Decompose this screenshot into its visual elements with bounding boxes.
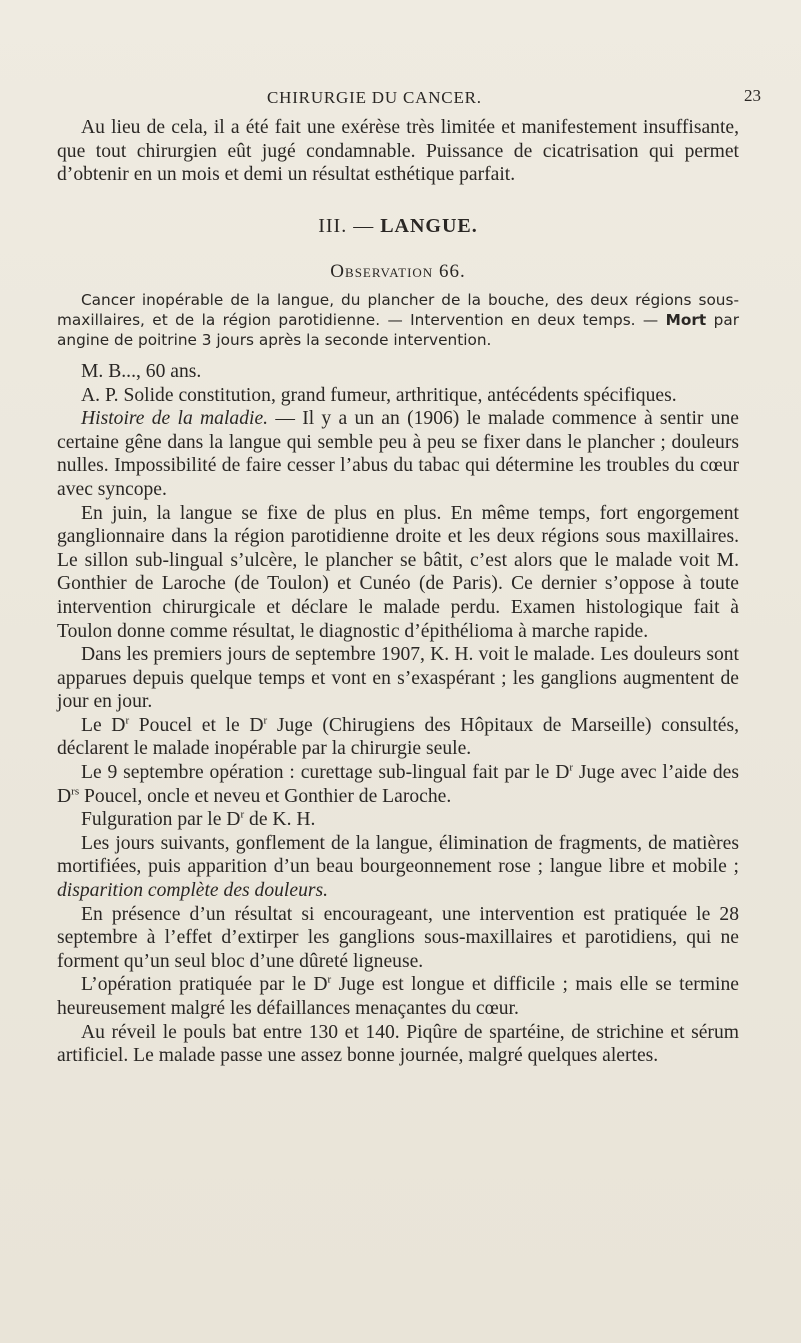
fulguration-paragraph (57, 808, 739, 832)
awakening-paragraph: Au réveil le pouls bat entre 130 et 140. Piqûre de spartéine, de strichine et sérum artificiel. Le malade passe une assez bonne journée, malgré quelques alertes. (57, 1021, 739, 1067)
summary-end: par angine de poitrine 3 jours après la seconde intervention. (57, 310, 739, 349)
summary-death-word: Mort (665, 310, 707, 329)
section-number: III. — (318, 214, 381, 237)
second-operation-text-b: Juge est longue et difficile ; mais elle se termine heureusement malgré les défaillances menaçantes du cœur. (57, 974, 739, 1019)
following-days-italic: disparition complète des douleurs. (57, 880, 329, 902)
running-title: CHIRURGIE DU CANCER. (267, 88, 482, 107)
second-operation-paragraph (57, 973, 739, 1020)
page-body (57, 116, 739, 1068)
consult-text-b: Poucel et le D (129, 714, 264, 736)
presence-paragraph: En présence d’un résultat si encourageant, une intervention est pratiquée le 28 septembre à l’effet d’extirper les ganglions sous-maxillaires et parotidiens, qui ne forment qu’un seul bloc d’une dûreté ligneuse. (57, 903, 739, 972)
consult-text-c: Juge (Chirugiens des Hôpitaux de Marseille) consultés, déclarent le malade inopérable par la chirurgie seule. (57, 714, 740, 760)
following-days-text: Les jours suivants, gonflement de la langue, élimination de fragments, de matières mortifiées, puis apparition d’un beau bourgeonnement rose ; langue libre et mobile ; (57, 832, 739, 878)
consult-text-a: Le D (81, 714, 126, 736)
fulguration-sup-1: r (240, 808, 245, 821)
antecedents-paragraph: A. P. Solide constitution, grand fumeur, arthritique, antécédents spécifiques. (81, 384, 677, 406)
operation-sup-1: r (569, 761, 574, 774)
history-text: — Il y a un an (1906) le malade commence à sentir une certaine gêne dans la langue qui semble peu à peu se fixer dans le plancher ; douleurs nulles. Impossibilité de faire cesser l’abus du tabac qui détermine les troubles du cœur avec syncope. (57, 408, 740, 500)
observation-title: Observation 66. (330, 261, 466, 283)
observation-summary (57, 290, 739, 350)
history-label: Histoire de la maladie. (81, 408, 269, 430)
operation-text-c: Poucel, oncle et neveu et Gonthier de Laroche. (79, 785, 452, 807)
second-operation-text-a: L’opération pratiquée par le D (81, 974, 328, 996)
summary-main: Cancer inopérable de la langue, du plancher de la bouche, des deux régions sous-maxillaires, et de la région parotidienne. — Intervention en deux temps. — (57, 290, 739, 329)
operation-text-b: Juge avec l’aide des D (57, 762, 739, 807)
june-paragraph: En juin, la langue se fixe de plus en plus. En même temps, fort engorgement ganglionnaire dans la région parotidienne droite et les deux régions sous maxillaires. Le sillon sub-lingual s’ulcère, le plancher se bâtit, c’est alors que le malade voit M. Gonthier de Laroche (de Toulon) et Cunéo (de Paris). Ce dernier s’oppose à toute intervention chirurgicale et déclare le malade perdu. Examen histologique fait à Toulon donne comme résultat, le diagnostic d’épithélioma à marche rapide. (57, 502, 739, 642)
following-days-paragraph (57, 832, 739, 903)
operation-text-a: Le 9 septembre opération : curettage sub-lingual fait par le D (81, 762, 570, 784)
consult-sup-1: r (125, 714, 130, 727)
patient-line: M. B..., 60 ans. (81, 360, 202, 382)
consultation-paragraph (57, 714, 739, 761)
fulguration-text-a: Fulguration par le D (81, 809, 241, 831)
second-operation-sup-1: r (327, 973, 332, 986)
running-head (0, 88, 801, 112)
operation-paragraph (57, 761, 739, 808)
page-number: 23 (744, 86, 761, 105)
intro-paragraph: Au lieu de cela, il a été fait une exérèse très limitée et manifestement insuffisante, que tout chirurgien eût jugé condamnable. Puissance de cicatrisation qui permet d’obtenir en un mois et demi un résultat esthétique parfait. (57, 117, 739, 186)
history-paragraph (57, 407, 739, 501)
operation-sup-2: rs (71, 785, 80, 798)
fulguration-text-b: de K. H. (244, 809, 316, 831)
section-title: LANGUE. (380, 214, 478, 237)
section-heading (57, 215, 739, 239)
september-paragraph: Dans les premiers jours de septembre 1907, K. H. voit le malade. Les douleurs sont apparues depuis quelque temps et vont en s’exaspérant ; les ganglions augmentent de jour en jour. (57, 644, 739, 713)
consult-sup-2: r (263, 714, 268, 727)
